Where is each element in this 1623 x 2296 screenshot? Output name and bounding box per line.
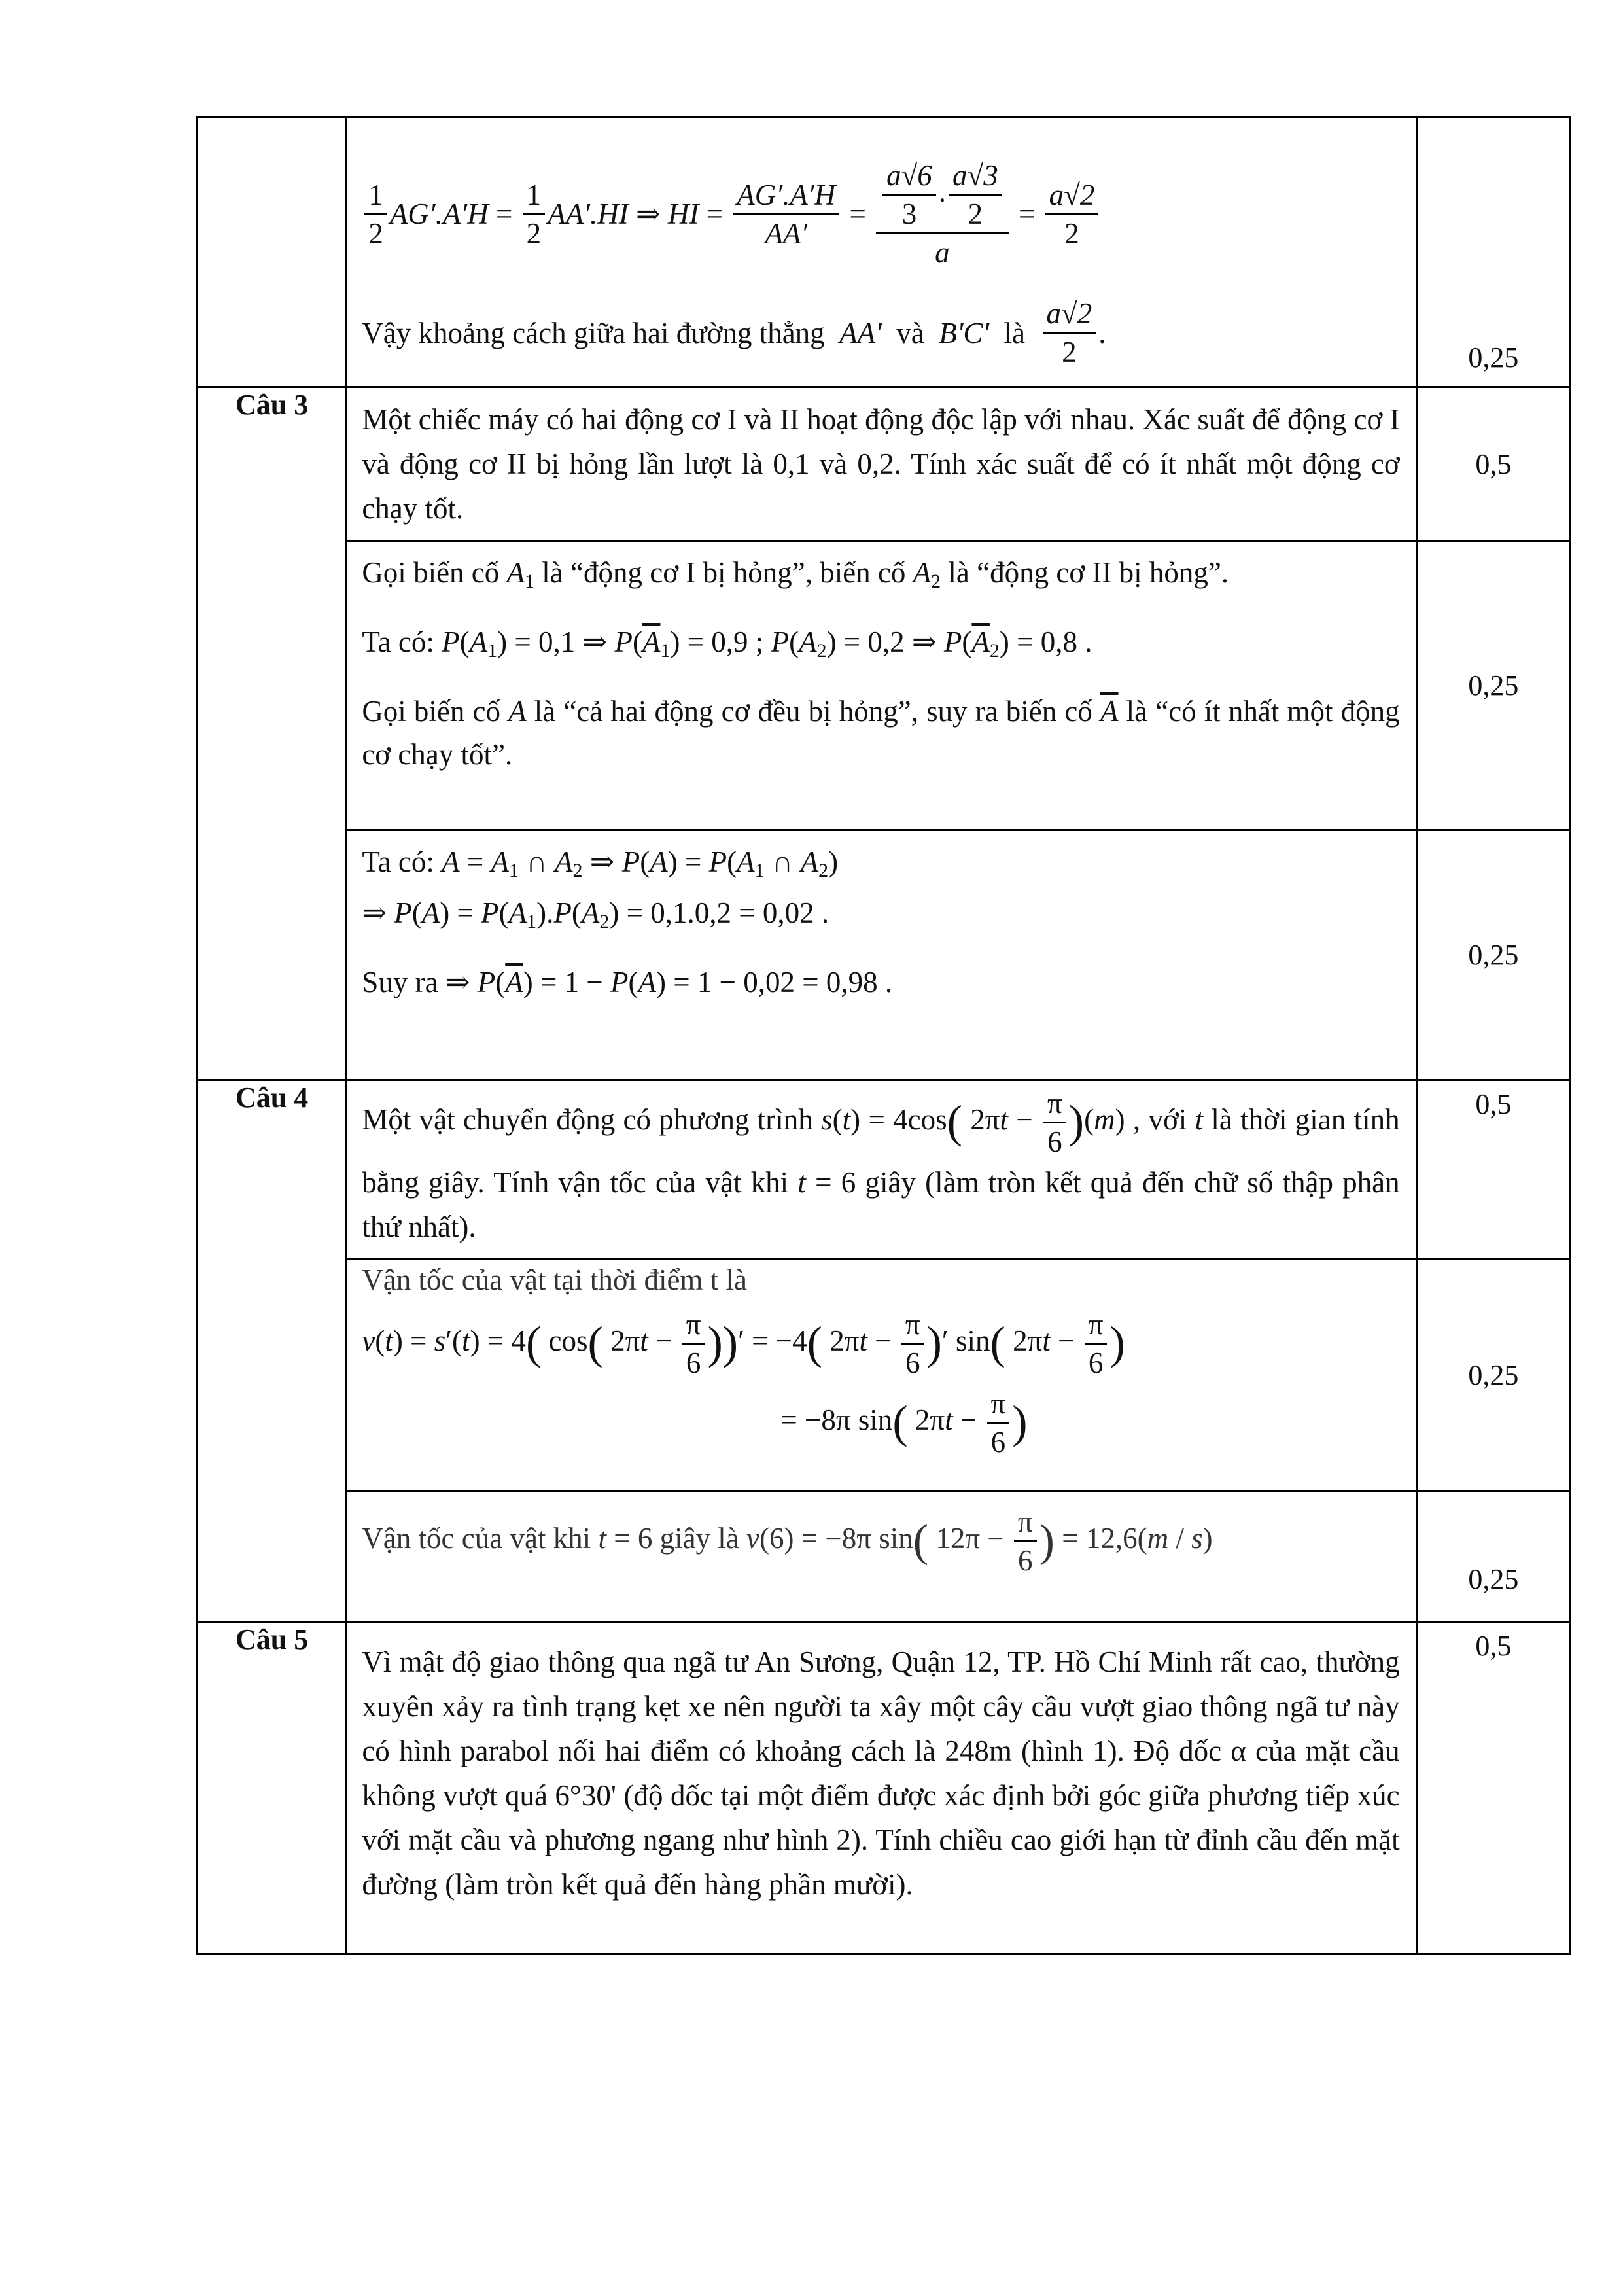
table-row <box>198 830 1571 1080</box>
conclusion-text: Vậy khoảng cách giữa hai đường thẳng <box>362 316 825 349</box>
score-cell <box>1416 387 1570 541</box>
is-word: là <box>1003 316 1026 349</box>
table-row <box>198 541 1571 830</box>
score-cell <box>1416 118 1570 387</box>
step-line: Gọi biến cố A là “cả hai động cơ đều bị hỏng”, suy ra biến cố $\overline{A}$ là “có ít nhất một động cơ chạy tốt”. <box>362 695 1400 771</box>
label-cell <box>198 118 347 387</box>
question-text: Một vật chuyển động có phương trình s(t) = 4cos( 2πt − $\frac{\pi}{6}$ )(m) , với t là thời gian tính bằng giây. Tính vận tốc của vật khi t = 6 giây (làm tròn kết quả đến chữ số thập phân thứ nhất). <box>347 1081 1415 1258</box>
step-line: Suy ra ⇒ $P(\overline{A}) = 1 - P(A) = 1 - 0,02 = 0,98$ . <box>362 966 893 998</box>
question-label: Câu 5 <box>236 1623 309 1655</box>
score-value: 0,5 <box>1475 1630 1512 1662</box>
question-text: Vì mật độ giao thông qua ngã tư An Sương, Quận 12, TP. Hồ Chí Minh rất cao, thường xuyên xảy ra tình trạng kẹt xe nên người ta xây một cây cầu vượt giao thông ngã tư này có hình parabol nối hai điểm có khoảng cách là 248m (hình 1). Độ dốc α của mặt cầu không vượt quá 6°30' (độ dốc tại một điểm được xác định bởi góc giữa phương tiếp xúc với mặt cầu và phương ngang như hình 2). Tính chiều cao giới hạn từ đỉnh cầu đến mặt đường (làm tròn kết quả đến hàng phần mười). <box>362 1646 1400 1901</box>
question-cell <box>347 387 1416 541</box>
score-value: 0,5 <box>1475 448 1512 480</box>
step-line: Gọi biến cố $A_1$ là “động cơ I bị hỏng”, biến cố $A_2$ là “động cơ II bị hỏng”. <box>362 556 1229 592</box>
line-bc: B'C' <box>939 316 990 349</box>
score-value: 0,25 <box>1468 669 1519 701</box>
question-text: Một chiếc máy có hai động cơ I và II hoạt động độc lập với nhau. Xác suất để động cơ I và động cơ II bị hỏng lần lượt là 0,1 và 0,2. Tính xác suất để có ít nhất một động cơ chạy tốt. <box>362 403 1400 525</box>
step-line: Vận tốc của vật khi t = 6 giây là v(6) = −8π sin( 12π − $\frac{\pi}{6}$ ) = 12,6(m / s) <box>347 1492 1415 1588</box>
content-cell <box>347 830 1416 1080</box>
question-label: Câu 3 <box>236 389 309 421</box>
step-line: = −8π sin( 2πt − $\frac{\pi}{6}$ ) <box>362 1385 1399 1460</box>
and-word: và <box>896 316 924 349</box>
question-label-cell <box>198 1622 347 1954</box>
score-value: 0,25 <box>1468 342 1519 374</box>
table-row <box>198 1491 1571 1622</box>
line-aa: AA' <box>839 316 882 349</box>
score-value: 0,5 <box>1475 1088 1512 1120</box>
question-label: Câu 4 <box>236 1082 309 1114</box>
table-row <box>198 1080 1571 1260</box>
question-label-cell <box>198 1080 347 1622</box>
answer-sheet <box>196 116 1571 1955</box>
step-intro: Vận tốc của vật tại thời điểm t là <box>362 1263 747 1296</box>
question-cell <box>347 1622 1416 1954</box>
content-cell <box>347 541 1416 830</box>
question-label-cell <box>198 387 347 1080</box>
step-line: Ta có: $A = A_1$ ∩ $A_2$ ⇒ $P(A) = P(A_1$ ∩ $A_2$) <box>362 845 839 881</box>
distance-formula: $\frac{1}{2}$ AG′.A′H = $\frac{1}{2}$ AA′.HI ⇒ HI = $\frac{AG'.A'H}{AA'}$ = $\frac{a√6}{3}$ . $\frac{a√3}{2}$ a = $\frac{a√2}{2}$ <box>362 135 1399 292</box>
score-cell <box>1416 541 1570 830</box>
step-line: ⇒ $P(A) = P(A_1).P(A_2) = 0,1.0,2 = 0,02$ . <box>362 896 829 932</box>
distance-conclusion: Vậy khoảng cách giữa hai đường thẳng AA' và B'C' là $\frac{a√2}{2}$ . <box>362 295 1399 370</box>
score-value: 0,25 <box>1468 939 1519 971</box>
score-cell <box>1416 1622 1570 1954</box>
table-row <box>198 1260 1571 1491</box>
table-row <box>198 387 1571 541</box>
table-row <box>198 118 1571 387</box>
score-cell <box>1416 1080 1570 1260</box>
score-value: 0,25 <box>1468 1359 1519 1391</box>
content-cell <box>347 118 1416 387</box>
score-cell <box>1416 1491 1570 1622</box>
step-line: Ta có: $P(A_1) = 0,1$ ⇒ $P(\overline{A}_1) = 0,9$ ; $P(A_2) = 0,2$ ⇒ $P(\overline{A}_2) = 0,8$ . <box>362 626 1092 662</box>
step-line: v(t) = s′(t) = 4( cos( 2πt − $\frac{\pi}{6}$ ))′ = −4( 2πt − $\frac{\pi}{6}$ )′ sin( 2πt − $\frac{\pi}{6}$ ) <box>362 1306 1399 1381</box>
score-value: 0,25 <box>1468 1563 1519 1595</box>
content-cell <box>347 1260 1416 1491</box>
answer-table <box>196 116 1571 1955</box>
table-row <box>198 1622 1571 1954</box>
score-cell <box>1416 1260 1570 1491</box>
content-cell <box>347 1491 1416 1622</box>
score-cell <box>1416 830 1570 1080</box>
question-cell <box>347 1080 1416 1260</box>
